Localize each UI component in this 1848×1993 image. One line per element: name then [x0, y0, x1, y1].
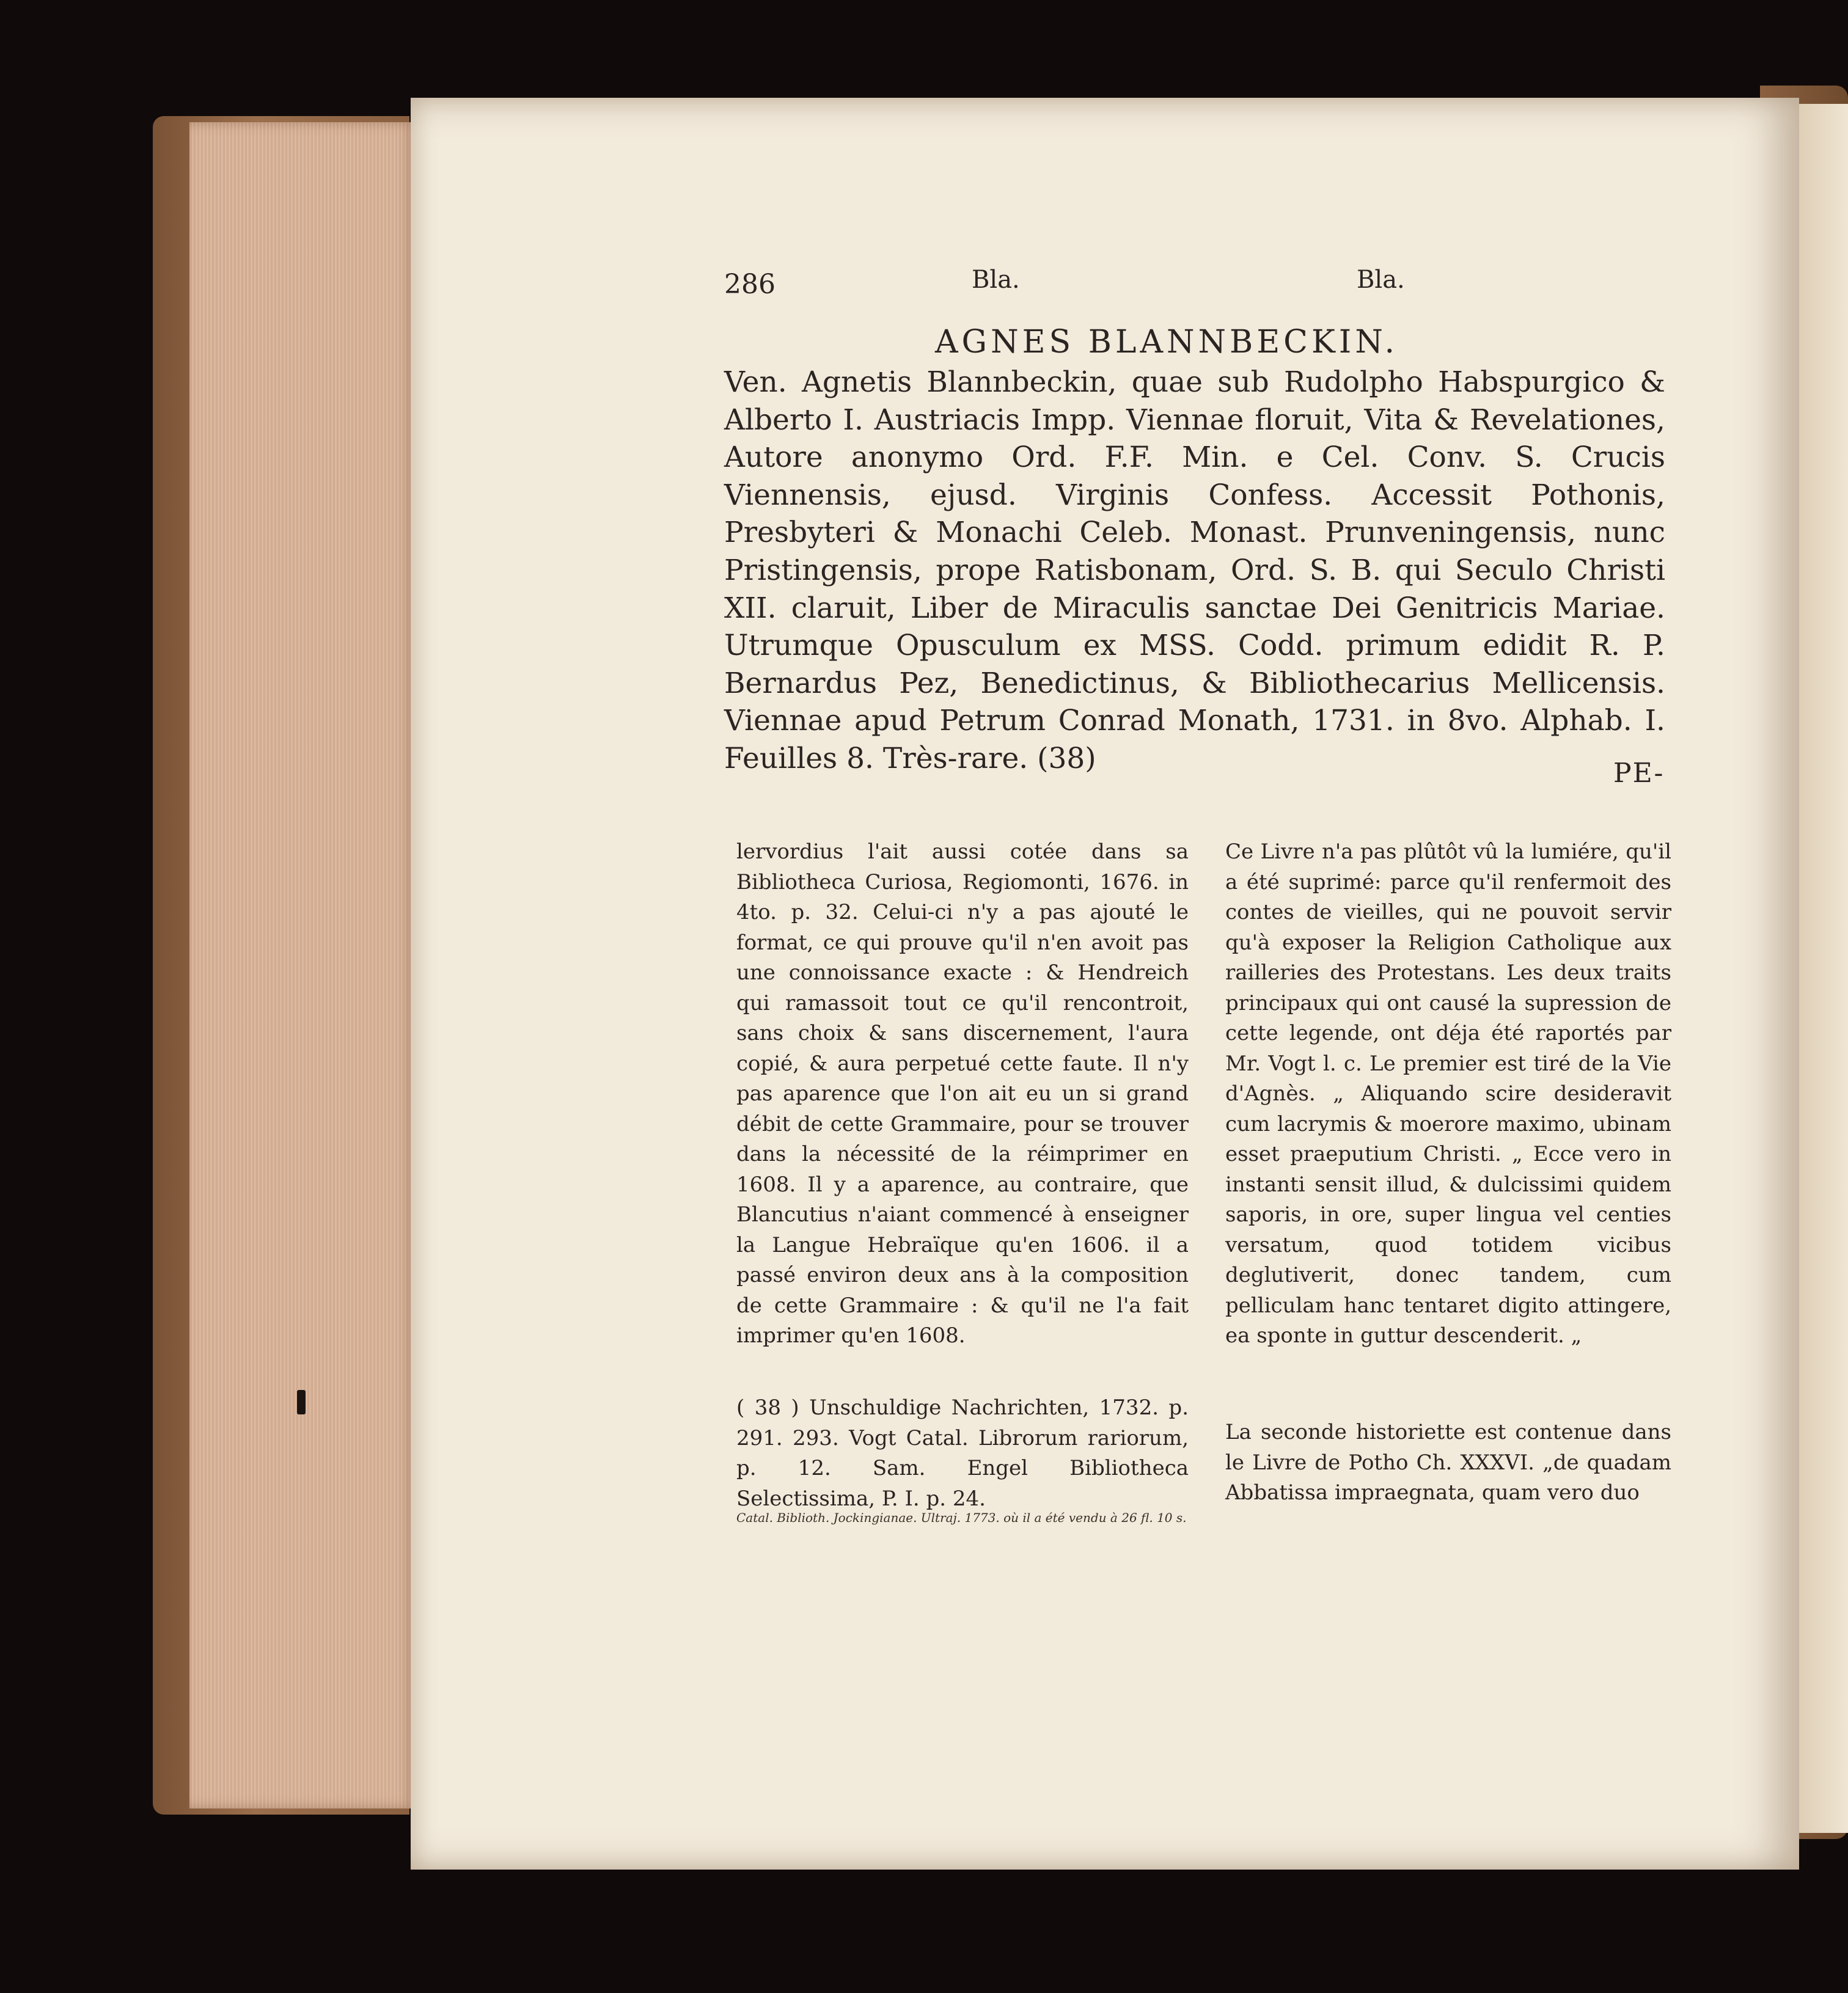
- catchword: PE-: [1613, 758, 1665, 789]
- entry-text: Ven. Agnetis Blannbeckin, quae sub Rudolpho Habspurgico & Alberto I. Austriacis Impp. Viennae floruit, Vita & Revelationes, Autore anonymo Ord. F.F. Min. e Cel. Conv. S. Crucis Viennensis, ejusd. Virginis Confess. Accessit Pothonis, Presbyteri & Monachi Celeb. Monast. Prunveningensis, nunc Pristingensis, prope Ratisbonam, Ord. S. B. qui Seculo Christi XII. claruit, Liber de Miraculis sanctae Dei Genitricis Mariae. Utrumque Opusculum ex MSS. Codd. primum edidit R. P. Bernardus Pez, Benedictinus, & Bibliothecarius Mellicensis. Viennae apud Petrum Conrad Monath, 1731. in 8vo. Alphab. I. Feuilles 8. Très-rare. (38): [724, 365, 1665, 775]
- ink-mark: [297, 1390, 306, 1414]
- left-column-text: lervordius l'ait aussi cotée dans sa Bibliotheca Curiosa, Regiomonti, 1676. in 4to. p. 32. Celui-ci n'y a pas ajouté le format, ce qui prouve qu'il n'en avoit pas une connoissance exacte : & Hendreich qui ramassoit tout ce qu'il rencontroit, sans choix & sans discernement, l'aura copié, & aura perpetué cette faute. Il n'y pas aparence que l'on ait eu un si grand débit de cette Grammaire, pour se trouver dans la nécessité de la réimprimer en 1608. Il y a aparence, au contraire, que Blancutius n'aiant commencé à enseigner la Langue Hebraïque qu'en 1606. il a passé environ deux ans à la composition de cette Grammaire : & qu'il ne l'a fait imprimer qu'en 1608.: [736, 839, 1189, 1348]
- entry-title: AGNES BLANNBECKIN.: [935, 324, 1399, 360]
- footnote: ( 38 ) Unschuldige Nachrichten, 1732. p. 291. 293. Vogt Catal. Librorum rariorum, p. 12. Sam. Engel Bibliotheca Selectissima, P. I. p. 24.: [736, 1395, 1189, 1511]
- handwritten-annotation: Catal. Biblioth. Jockingianae. Ultraj. 1773. où il a été vendu à 26 fl. 10 s.: [736, 1510, 1187, 1525]
- right-column-text: Ce Livre n'a pas plûtôt vû la lumiére, qu'il a été suprimé: parce qu'il renfermoit des contes de vieilles, qui ne pouvoit servir qu'à exposer la Religion Catholique aux railleries des Protestans. Les deux traits principaux qui ont causé la supression de cette legende, ont déja été raportés par Mr. Vogt l. c. Le premier est tiré de la Vie d'Agnès. „ Aliquando scire desideravit cum lacrymis & moerore maximo, ubinam esset praeputium Christi. „ Ecce vero in instanti sensit illud, & dulcissimi quidem saporis, in ore, super lingua vel centies versatum, quod totidem vicibus deglutiverit, donec tandem, cum pelliculam hanc tentaret digito attingere, ea sponte in guttur descenderit. „: [1225, 839, 1671, 1348]
- running-head-center: Bla.: [972, 266, 1020, 294]
- page-number: 286: [724, 269, 776, 300]
- page-edges: [189, 122, 416, 1808]
- continuation-paragraph: La seconde historiette est contenue dans le Livre de Potho Ch. XXXVI. „de quadam Abbatissa impraegnata, quam vero duo: [1225, 1420, 1671, 1505]
- running-head-right: Bla.: [1357, 266, 1405, 294]
